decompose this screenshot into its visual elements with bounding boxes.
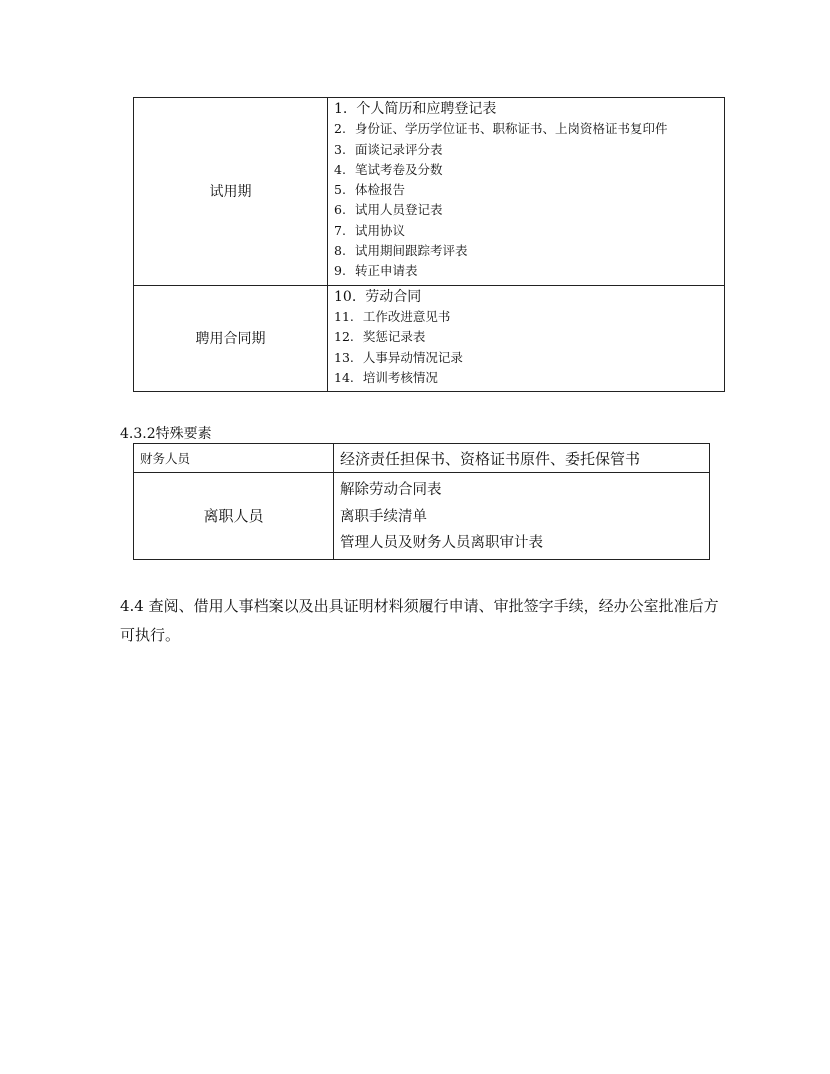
section-heading: 4.3.2特殊要素: [120, 426, 212, 442]
contract-row: [134, 285, 725, 391]
special-elements-table: [133, 443, 710, 560]
list-item: 1. 个人简历和应聘登记表: [334, 101, 497, 117]
list-item: 9. 转正申请表: [334, 263, 418, 279]
probation-row: [134, 98, 725, 286]
list-item: 10. 劳动合同: [334, 288, 422, 305]
list-item: 11. 工作改进意见书: [334, 308, 451, 324]
resign-label: 离职人员: [134, 473, 334, 560]
list-item: 解除劳动合同表: [340, 482, 442, 498]
list-item: 2. 身份证、学历学位证书、职称证书、上岗资格证书复印件: [334, 121, 668, 137]
list-item: 14. 培训考核情况: [334, 369, 438, 385]
archive-table-1: [133, 97, 725, 392]
resign-row: [134, 473, 710, 560]
paragraph-4-4: 4.4 查阅、借用人事档案以及出具证明材料须履行申请、审批签字手续，经办公室批准后方可执行。: [120, 597, 719, 644]
list-item: 离职手续清单: [340, 508, 427, 525]
list-item: 7. 试用协议: [334, 222, 405, 238]
list-item: 管理人员及财务人员离职审计表: [340, 535, 543, 551]
finance-value: 经济责任担保书、资格证书原件、委托保管书: [334, 444, 710, 473]
finance-row: [134, 444, 710, 473]
list-item: 4. 笔试考卷及分数: [334, 161, 443, 177]
finance-label: 财务人员: [134, 444, 334, 473]
probation-label: 试用期: [134, 98, 328, 286]
list-item: 8. 试用期间跟踪考评表: [334, 243, 468, 259]
contract-items: [328, 285, 725, 391]
resign-items: [334, 473, 710, 560]
list-item: 3. 面谈记录评分表: [334, 141, 443, 157]
probation-items: [328, 98, 725, 286]
list-item: 6. 试用人员登记表: [334, 202, 443, 218]
contract-label: 聘用合同期: [134, 285, 328, 391]
list-item: 13. 人事异动情况记录: [334, 349, 463, 365]
list-item: 12. 奖惩记录表: [334, 329, 426, 345]
list-item: 5. 体检报告: [334, 182, 405, 198]
